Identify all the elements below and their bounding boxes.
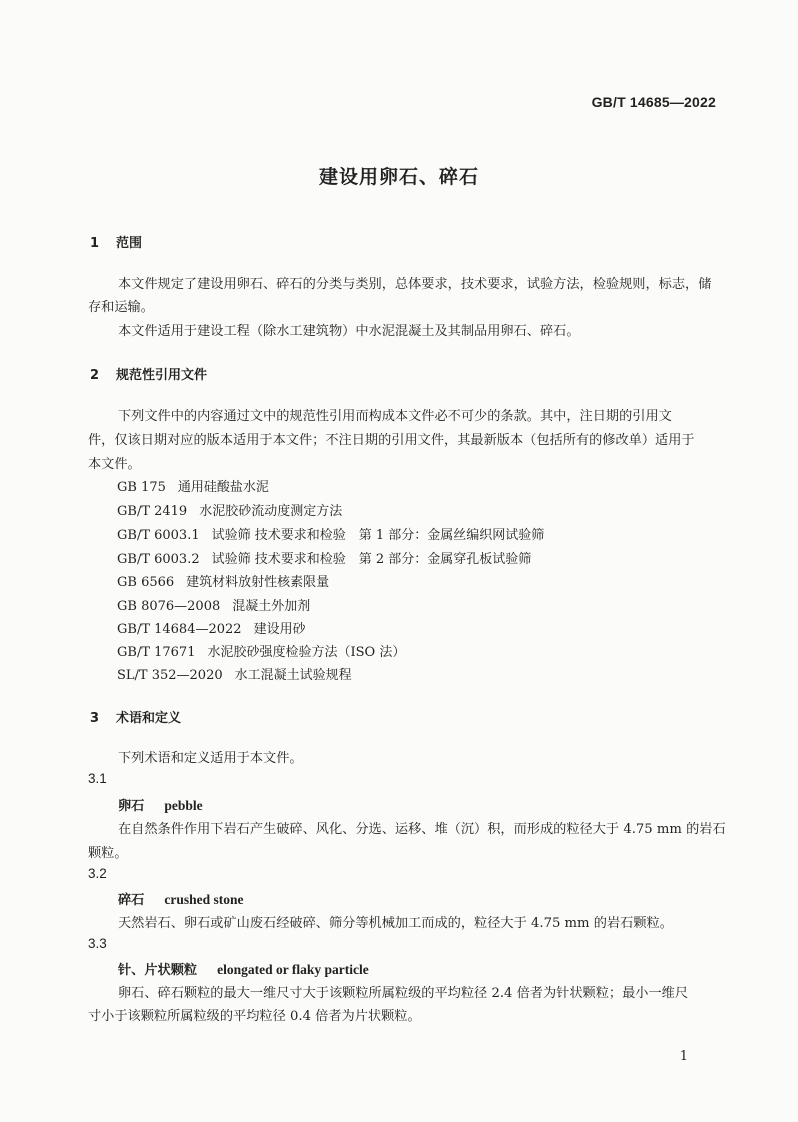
reference-name: 水泥胶砂流动度测定方法 — [199, 504, 343, 519]
paragraph-line: 下列术语和定义适用于本文件。 — [118, 751, 303, 766]
definition-line: 寸小于该颗粒所属粒级的平均粒径 0.4 倍者为片状颗粒。 — [88, 1009, 421, 1024]
term-zh: 针、片状颗粒 — [118, 963, 198, 978]
reference-code: GB 175 — [117, 480, 166, 495]
reference-code: GB/T 14684—2022 — [117, 622, 242, 637]
definition-line: 卵石、碎石颗粒的最大一维尺寸大于该颗粒所属粒级的平均粒径 2.4 倍者为针状颗粒；最小一维尺 — [118, 986, 689, 1001]
reference-item — [117, 500, 342, 519]
reference-item — [117, 548, 531, 567]
page-number: 1 — [679, 1049, 688, 1064]
reference-item — [117, 524, 544, 543]
definition-line: 天然岩石、卵石或矿山废石经破碎、筛分等机械加工而成的，粒径大于 4.75 mm 的岩石颗粒。 — [118, 916, 673, 931]
section-title: 术语和定义 — [116, 711, 182, 726]
paragraph-line: 本文件规定了建设用卵石、碎石的分类与类别，总体要求，技术要求，试验方法，检验规则，标志，储 — [118, 277, 712, 292]
section-number: 2 — [90, 368, 100, 383]
reference-item — [117, 664, 352, 683]
reference-name: 试验筛 技术要求和检验 第 2 部分：金属穿孔板试验筛 — [211, 552, 532, 567]
section-2-heading — [90, 364, 207, 383]
standard-code: GB/T 14685—2022 — [591, 94, 716, 110]
term-en: crushed stone — [164, 892, 244, 907]
definition-line: 颗粒。 — [88, 846, 128, 861]
reference-code: GB/T 6003.1 — [117, 528, 200, 543]
reference-name: 水工混凝土试验规程 — [234, 668, 352, 683]
term-heading — [118, 795, 203, 814]
term-heading — [118, 959, 369, 978]
term-en: pebble — [164, 798, 203, 813]
reference-code: GB/T 2419 — [117, 504, 188, 519]
reference-code: GB/T 6003.2 — [117, 552, 200, 567]
term-number: 3.2 — [88, 866, 107, 881]
reference-code: GB 8076—2008 — [117, 599, 221, 614]
reference-code: GB/T 17671 — [117, 645, 196, 660]
paragraph-line: 本文件适用于建设工程（除水工建筑物）中水泥混凝土及其制品用卵石、碎石。 — [118, 324, 580, 339]
reference-item — [117, 595, 310, 614]
section-1-heading — [90, 232, 142, 251]
reference-name: 水泥胶砂强度检验方法（ISO 法） — [207, 645, 406, 660]
definition-line: 在自然条件作用下岩石产生破碎、风化、分选、运移、堆（沉）积，而形成的粒径大于 4.75 mm 的岩石 — [118, 822, 726, 837]
paragraph-line: 下列文件中的内容通过文中的规范性引用而构成本文件必不可少的条款。其中，注日期的引用文 — [118, 409, 672, 424]
paragraph-line: 件，仅该日期对应的版本适用于本文件；不注日期的引用文件，其最新版本（包括所有的修改单）适用于 — [88, 433, 695, 448]
section-3-heading — [90, 707, 181, 726]
reference-code: GB 6566 — [117, 575, 175, 590]
reference-item — [117, 571, 329, 590]
reference-code: SL/T 352—2020 — [117, 668, 223, 683]
section-title: 规范性引用文件 — [116, 368, 208, 383]
reference-name: 试验筛 技术要求和检验 第 1 部分：金属丝编织网试验筛 — [211, 528, 545, 543]
term-number: 3.1 — [88, 771, 107, 786]
reference-name: 通用硅酸盐水泥 — [177, 480, 269, 495]
document-title: 建设用卵石、碎石 — [318, 166, 479, 188]
reference-name: 建设用砂 — [253, 622, 306, 637]
term-zh: 碎石 — [118, 893, 145, 908]
term-heading — [118, 889, 244, 908]
reference-name: 混凝土外加剂 — [232, 599, 311, 614]
reference-item — [117, 476, 269, 495]
paragraph-line: 本文件。 — [88, 457, 141, 472]
section-number: 1 — [90, 236, 100, 251]
paragraph-line: 存和运输。 — [88, 300, 154, 315]
reference-name: 建筑材料放射性核素限量 — [186, 575, 330, 590]
reference-item — [117, 641, 405, 660]
term-zh: 卵石 — [118, 799, 145, 814]
term-number: 3.3 — [88, 936, 107, 951]
reference-item — [117, 618, 306, 637]
section-title: 范围 — [116, 236, 143, 251]
section-number: 3 — [90, 711, 100, 726]
term-en: elongated or flaky particle — [217, 962, 369, 977]
